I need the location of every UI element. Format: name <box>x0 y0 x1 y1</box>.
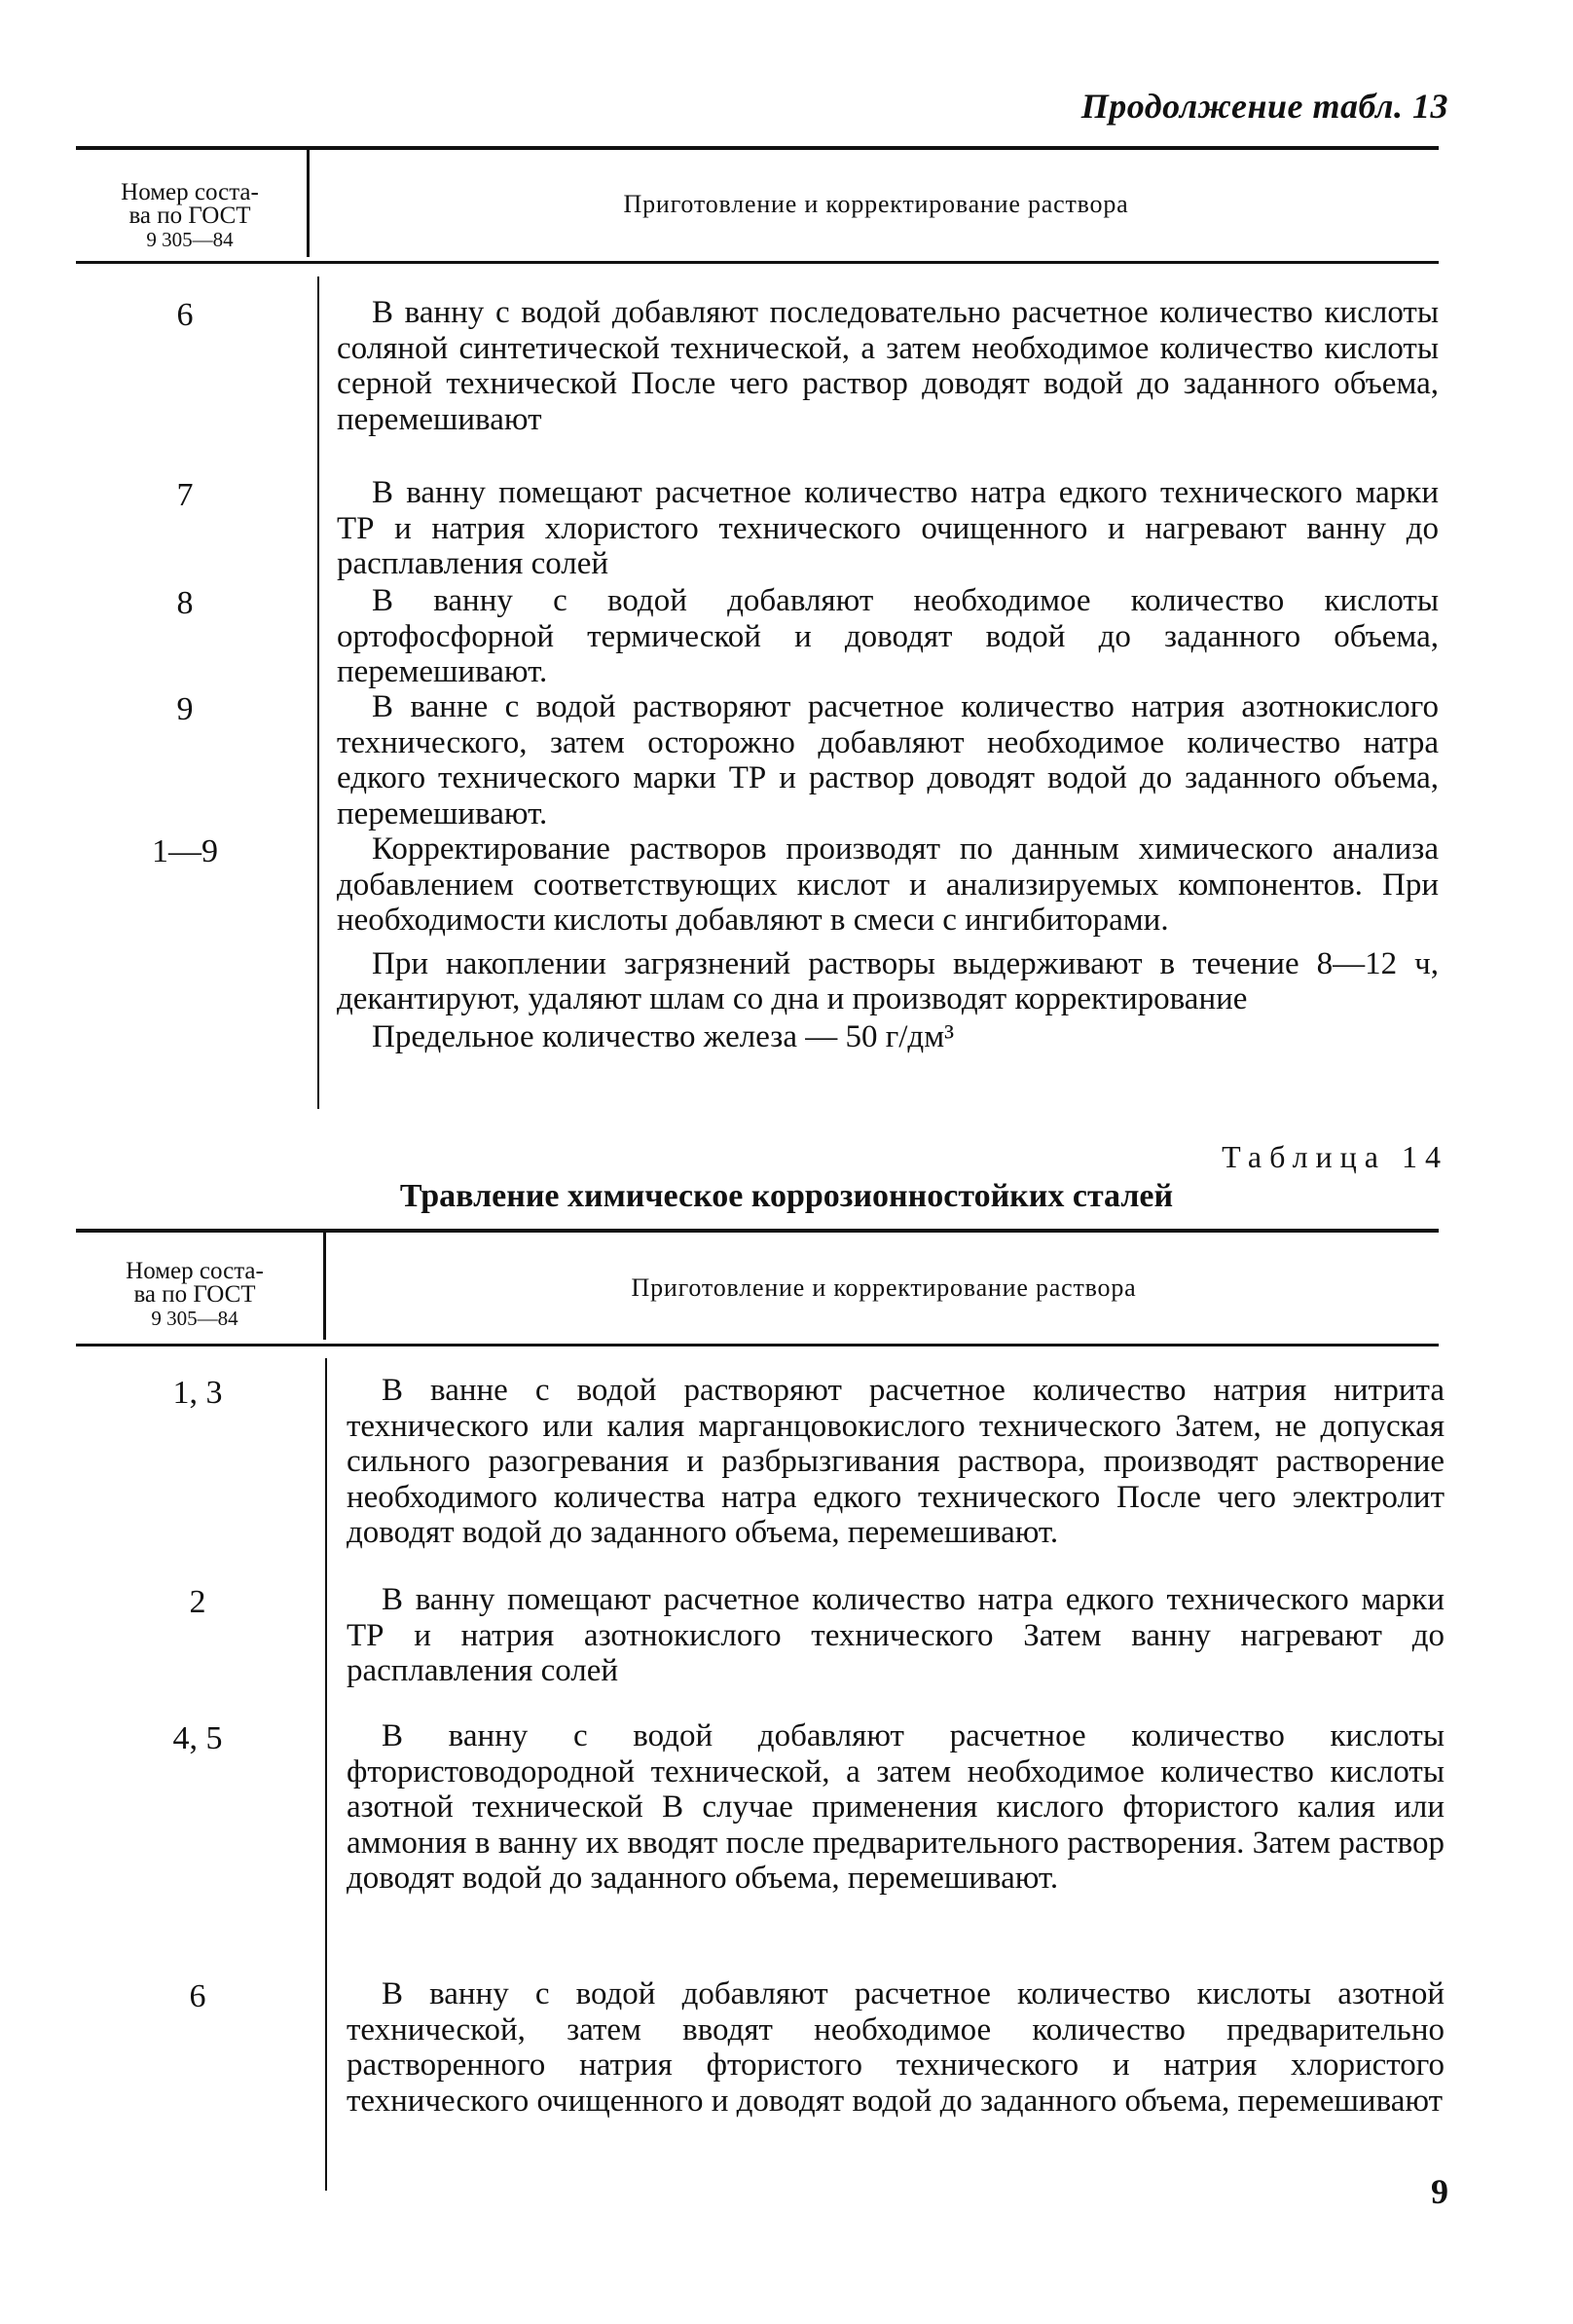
table14-row-number: 1, 3 <box>172 1375 223 1411</box>
table14-top-rule <box>76 1229 1439 1233</box>
table13-row-text <box>337 831 1439 1056</box>
row-paragraph: В ванне с водой растворяют расчетное количество натрия азотнокислого технического, затем осторожно добавляют необходимое количество натра едкого технического марки ТР и раствор доводят водой до заданного объема, перемешивают. <box>337 689 1439 831</box>
row-paragraph: В ванну с водой добавляют необходимое количество кислоты ортофосфорной термической и доводят водой до заданного объема, перемешивают. <box>337 583 1439 689</box>
table13-row-number: 9 <box>176 691 194 727</box>
table13-row-text <box>337 295 1439 439</box>
table14-header-desc: Приготовление и корректирование раствора <box>631 1273 1137 1302</box>
header-number-line3: 9 305—84 <box>151 1307 238 1330</box>
row-paragraph: При накоплении загрязнений растворы выдерживают в течение 8—12 ч, декантируют, удаляют шлам со дна и производят корректирование <box>337 945 1439 1016</box>
table14-row-text <box>347 1718 1445 1899</box>
table13-header-number <box>78 181 302 251</box>
row-paragraph: В ванну с водой добавляют последовательно расчетное количество кислоты соляной синтетической технической, а затем необходимое количество кислоты серной технической После чего раствор доводят водой до заданного объема, перемешивают <box>337 295 1439 437</box>
table14-row-number: 6 <box>189 1978 206 2014</box>
table13-top-rule <box>76 146 1439 150</box>
table14-row-text <box>347 1582 1445 1691</box>
table14-label: Таблица 14 <box>1222 1139 1448 1174</box>
table14-row-text <box>347 1976 1445 2121</box>
row-paragraph: Предельное количество железа — 50 г/дм³ <box>372 1018 954 1054</box>
table13-row-number: 8 <box>176 585 194 621</box>
row-paragraph: В ванну помещают расчетное количество натра едкого технического марки ТР и натрия азотнокислого технического Затем ванну нагревают до расплавления солей <box>347 1582 1445 1688</box>
header-number-line2: ва по ГОСТ <box>128 203 251 229</box>
row-paragraph: В ванну с водой добавляют расчетное количество кислоты азотной технической, затем вводят необходимое количество предварительно растворенного натрия фтористого технического и натрия хлористого технического очищенного и доводят водой до заданного объема, перемешивают <box>347 1976 1445 2119</box>
row-paragraph: В ванну с водой добавляют расчетное количество кислоты фтористоводородной технической, а затем необходимое количество кислоты азотной технической В случае применения кислого фтористого калия или аммония в ванну их вводят после предварительного растворения. Затем раствор доводят водой до заданного объема, перемешивают. <box>347 1718 1445 1896</box>
table14-row-number: 4, 5 <box>172 1720 223 1756</box>
header-number-line3: 9 305—84 <box>146 228 234 251</box>
table13-row-text <box>337 583 1439 692</box>
table13-row-number: 6 <box>176 297 194 333</box>
table13-header-desc: Приготовление и корректирование раствора <box>623 190 1129 218</box>
page-number: 9 <box>1431 2172 1448 2211</box>
table13-header-divider <box>307 150 310 257</box>
table13-row-number: 7 <box>176 477 194 513</box>
table13-row-text <box>337 689 1439 833</box>
table13-header-bottom-rule <box>76 261 1439 264</box>
table14-title: Травление химическое коррозионностойких сталей <box>399 1178 1174 1214</box>
continuation-caption: Продолжение табл. 13 <box>1080 87 1448 126</box>
row-paragraph: Корректирование растворов производят по данным химического анализа добавлением соответствующих кислот и анализируемых компонентов. При необходимости кислоты добавляют в смеси с ингибиторами. <box>337 831 1439 938</box>
row-paragraph: В ванну помещают расчетное количество натра едкого технического марки ТР и натрия хлористого технического очищенного и нагревают ванну до расплавления солей <box>337 475 1439 581</box>
table14-body-divider <box>325 1358 327 2191</box>
table14-row-text <box>347 1373 1445 1553</box>
table14-header-divider <box>323 1233 326 1340</box>
table13-row-text <box>337 475 1439 584</box>
table14-row-number: 2 <box>189 1584 206 1620</box>
header-number-line1: Номер соста- <box>126 1258 264 1284</box>
table14-header-number <box>78 1260 311 1330</box>
row-paragraph: В ванне с водой растворяют расчетное количество натрия нитрита технического или калия марганцовокислого технического Затем, не допуская сильного разогревания и разбрызгивания раствора, производят растворение необходимого количества натра едкого технического После чего электролит доводят водой до заданного объема, перемешивают. <box>347 1373 1445 1550</box>
table13-row-number: 1—9 <box>152 833 218 869</box>
header-number-line1: Номер соста- <box>121 179 259 205</box>
header-number-line2: ва по ГОСТ <box>133 1281 256 1308</box>
table13-body-divider <box>317 277 319 1109</box>
table14-header-bottom-rule <box>76 1344 1439 1346</box>
